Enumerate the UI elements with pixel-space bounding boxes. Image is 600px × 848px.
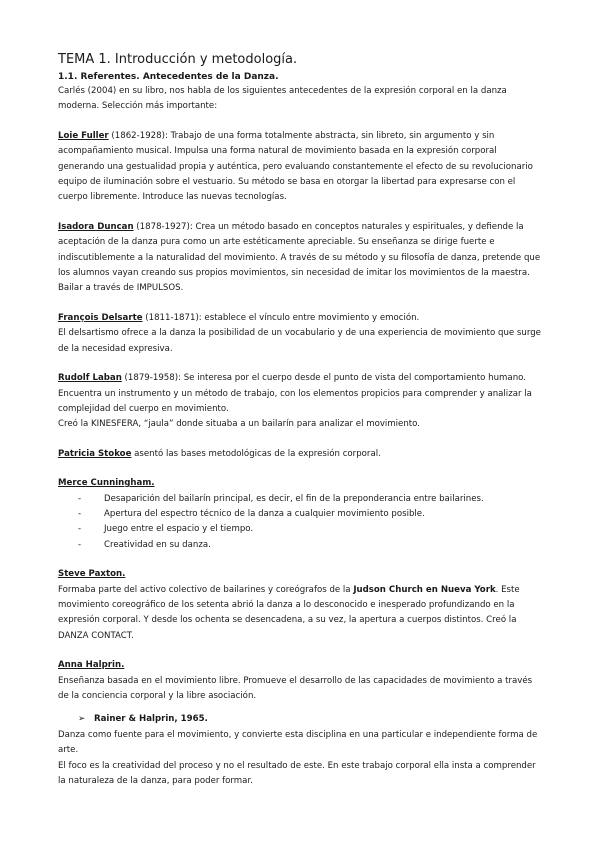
laban-text: (1879-1958): Se interesa por el cuerpo desde el punto de vista del comportamiento humano. Encuentra un instrumento y un método de trabajo, con los elementos propicios para comprender y analizar la complejidad del cuerpo en movimiento. [58,373,532,414]
paxton-bold: Judson Church en Nueva York [353,584,496,595]
isadora-duncan-name: Isadora Duncan [58,221,134,232]
laban-paragraph-2: Creó la KINESFERA, “jaula” donde situaba a un bailarín para analizar el movimiento. [58,419,420,430]
delsarte-paragraph-2: El delsartismo ofrece a la danza la posibilidad de un vocabulario y de una experiencia de movimiento que surge de la necesidad expresiva. [58,328,541,354]
intro-paragraph: Carlés (2004) en su libro, nos habla de los siguientes antecedentes de la expresión corporal en la danza moderna. Selección más importante: [58,86,507,112]
stokoe-text: asentó las bases metodológicas de la expresión corporal. [131,448,381,459]
list-item: - Desaparición del bailarín principal, es decir, el fin de la preponderancia entre bailarines. [78,492,542,507]
list-item: - Apertura del espectro técnico de la danza a cualquier movimiento posible. [78,507,542,522]
halprin-heading [58,658,542,673]
delsarte-name: François Delsarte [58,312,143,323]
paxton-text-b: . Este movimiento coreográfico de los setenta abrió la danza a lo desconocido e inesperado profundizando en la expresión corporal. Y desde los ochenta se desencadena, a su vez, la apertura a cuerpos distintos. Creó la DANZA CONTACT. [58,584,520,641]
paxton-paragraph [58,583,542,645]
isadora-duncan-paragraph [58,220,542,297]
list-item: - Juego entre el espacio y el tiempo. [78,522,542,537]
paxton-heading [58,567,542,582]
halprin-paragraph: Enseñanza basada en el movimiento libre. Promueve el desarrollo de las capacidades de movimiento a través de la conciencia corporal y la libre asociación. [58,675,533,701]
halprin-paragraph-2: Danza como fuente para el movimiento, y convierte esta disciplina en una particular e independiente forma de arte. [58,729,538,756]
page-title: TEMA 1. Introducción y metodología. [58,52,298,67]
paxton-text-a: Formaba parte del activo colectivo de bailarines y coreógrafos de la [58,584,354,595]
delsarte-paragraph [58,311,542,326]
merce-heading [58,476,542,491]
merce-name: Merce Cunningham. [58,478,155,489]
halprin-arrow-label: Rainer & Halprin, 1965. [94,714,208,725]
section-subtitle: 1.1. Referentes. Antecedentes de la Danza. [58,72,279,82]
stokoe-paragraph [58,447,542,462]
delsarte-text: (1811-1871): establece el vínculo entre movimiento y emoción. [142,312,420,323]
isadora-duncan-text: (1878-1927): Crea un método basado en conceptos naturales y espirituales, y defiende la aceptación de la danza pura como un arte estéticamente apreciable. Su enseñanza se dirige fuerte e indiscutiblemente a la naturalidad del movimiento. A través de su método y su filosofía de danza, pretende que los alumnos vayan creando sus propios movimientos, sin necesidad de imitar los movimientos de la maestra. Bailar a través de IMPULSOS. [58,221,541,294]
arrow-icon: ➢ [78,714,86,725]
list-item: - Creatividad en su danza. [78,538,542,553]
paxton-name: Steve Paxton. [58,569,126,580]
laban-paragraph [58,371,542,417]
merce-list [58,492,542,554]
halprin-paragraph-3: El foco es la creatividad del proceso y no el resultado de este. En este trabajo corporal ella insta a comprender la naturaleza de la danza, para poder formar. [58,760,536,787]
stokoe-name: Patricia Stokoe [58,448,132,459]
halprin-name: Anna Halprin. [58,660,125,671]
loie-fuller-paragraph [58,129,542,206]
loie-fuller-text: (1862-1928): Trabajo de una forma totalmente abstracta, sin libreto, sin argumento y sin acompañamiento musical. Impulsa una forma natural de movimiento basada en la expresión corporal generando una gestualidad propia y auténtica, pero evaluando constantemente el efecto de su revolucionario equipo de iluminación sobre el vestuario. Su método se basa en otorgar la libertad para expresarse con el cuerpo libremente. Introduce las nuevas tecnologías. [58,130,533,203]
loie-fuller-name: Loie Fuller [58,130,109,141]
halprin-arrow-item [58,712,542,727]
laban-name: Rudolf Laban [58,373,122,384]
